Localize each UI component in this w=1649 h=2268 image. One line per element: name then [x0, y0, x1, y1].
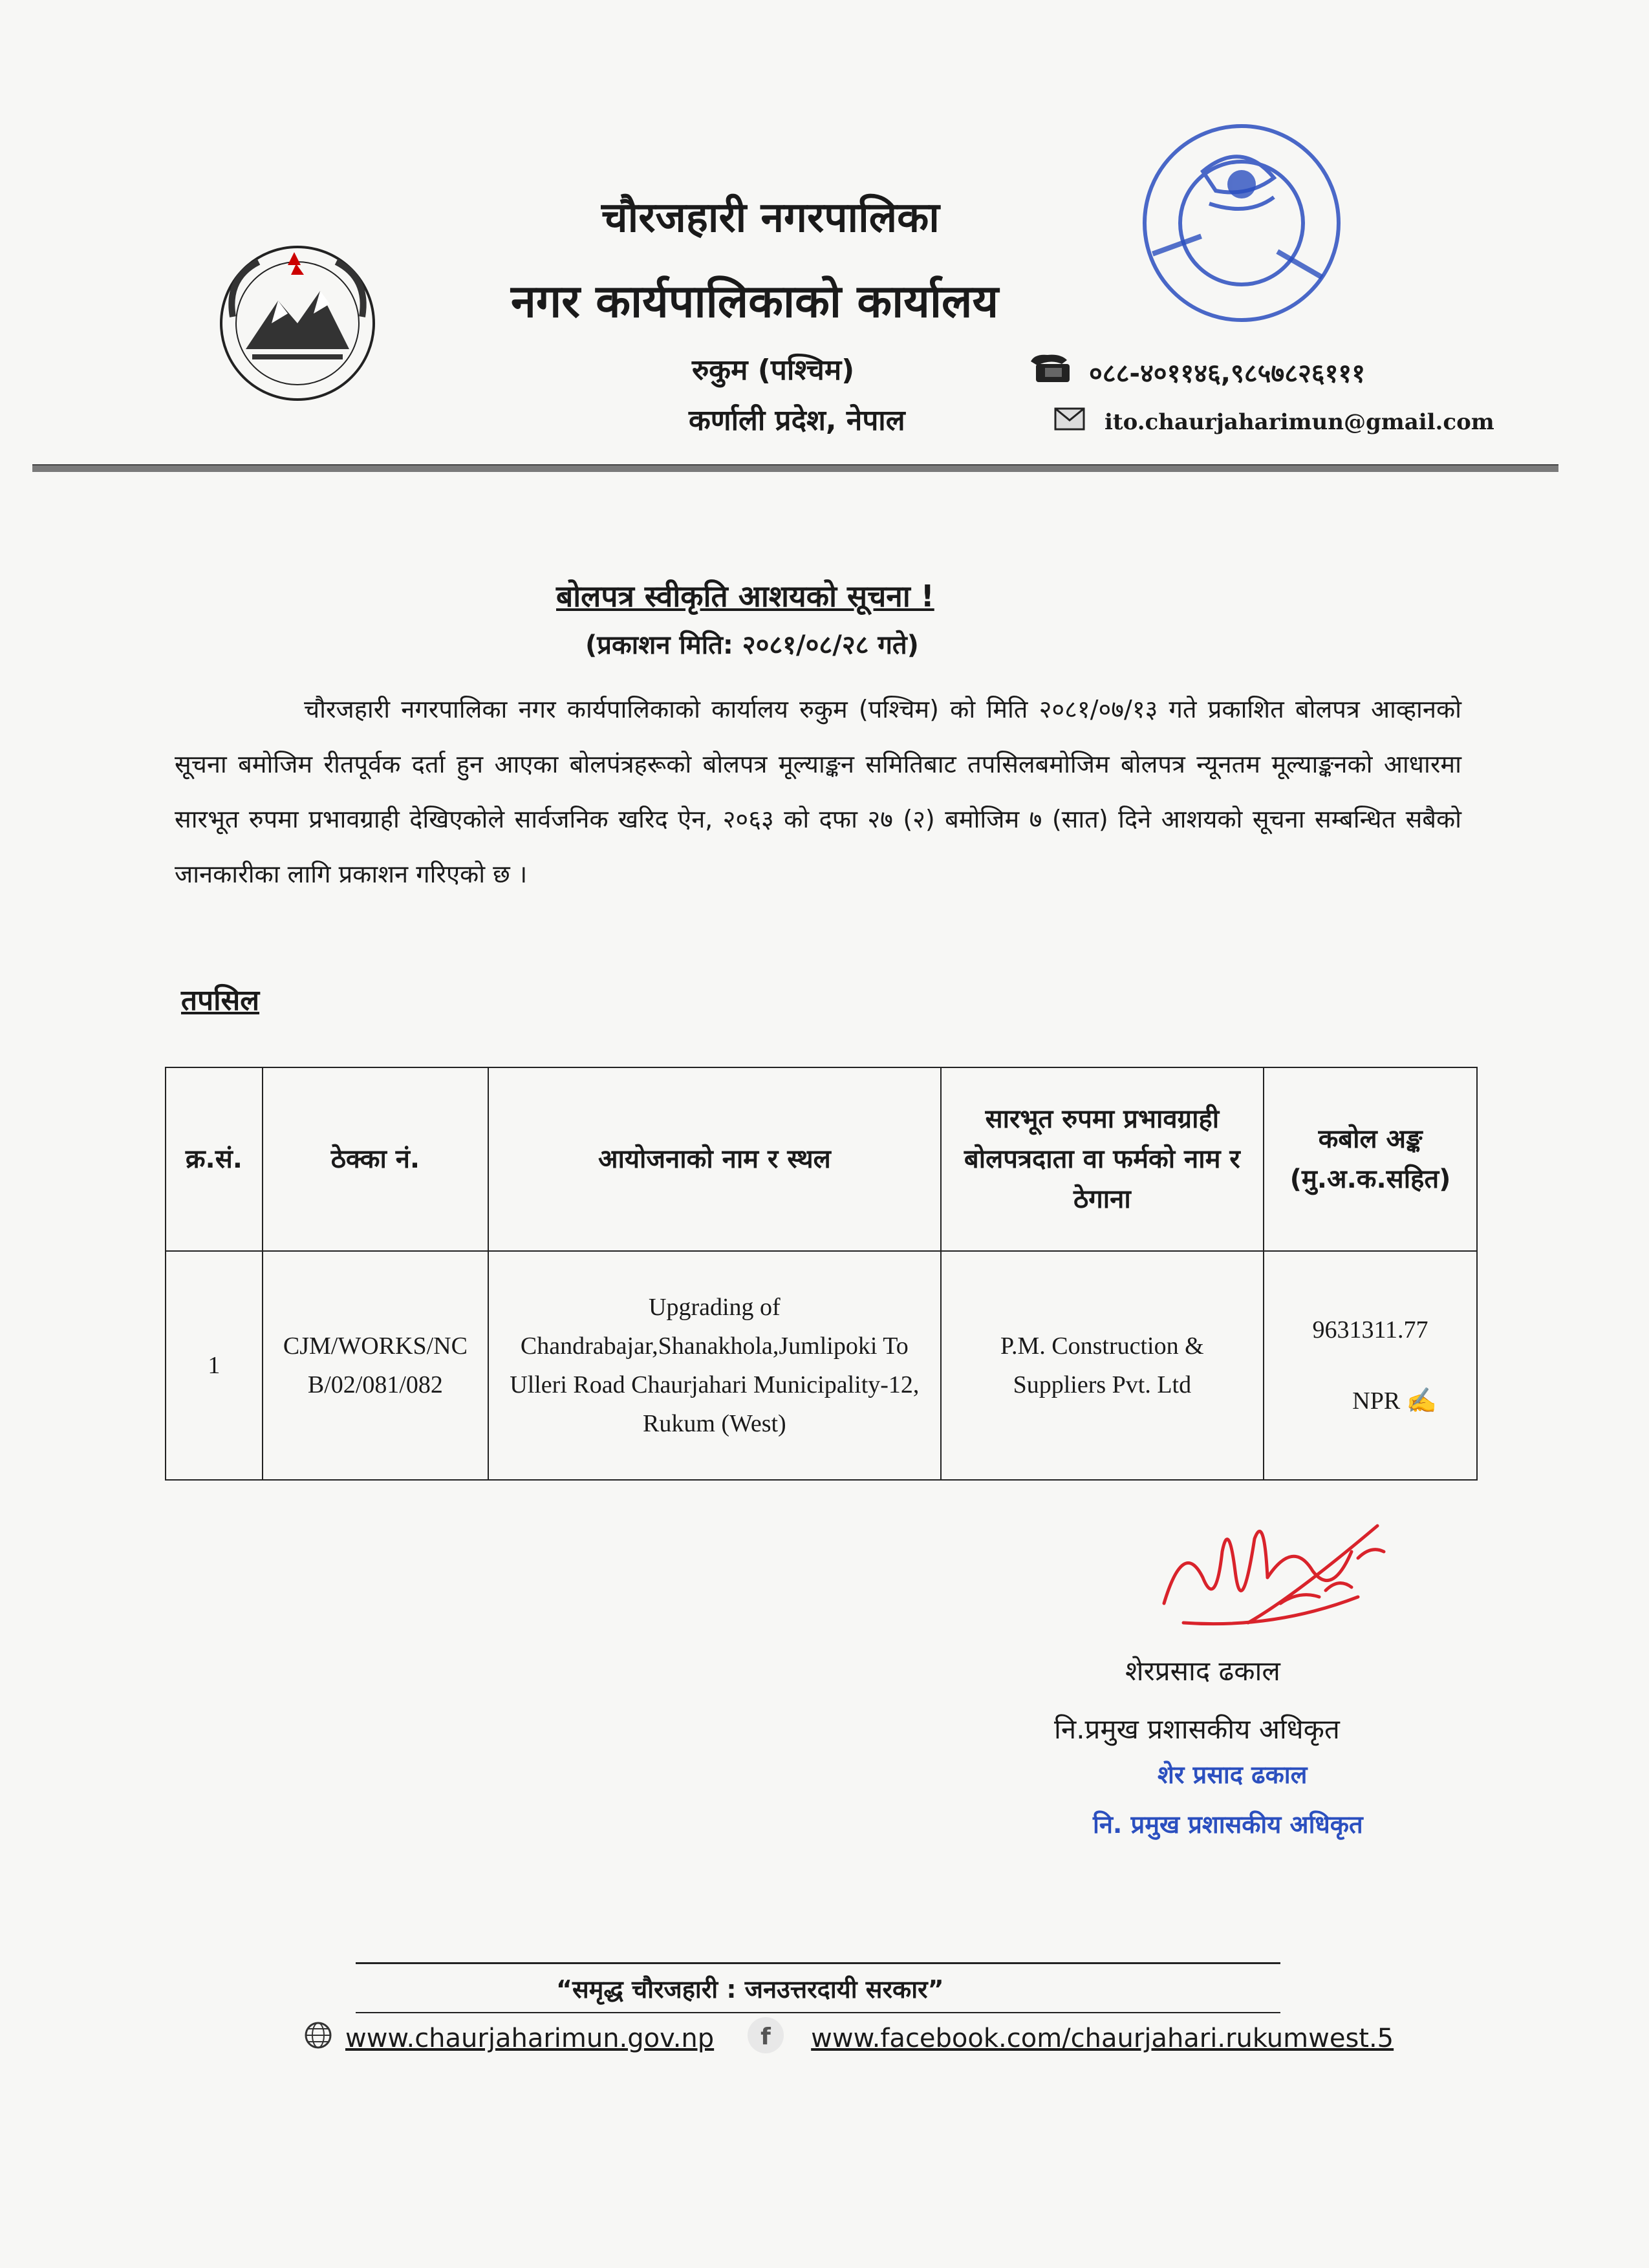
website-link[interactable]: www.chaurjaharimun.gov.np	[345, 2024, 715, 2053]
email-address[interactable]: ito.chaurjaharimun@gmail.com	[1105, 409, 1494, 435]
header-bidder: सारभूत रुपमा प्रभावग्राही बोलपत्रदाता वा फर्मको नाम र ठेगाना	[941, 1067, 1264, 1251]
cell-bidder: P.M. Construction & Suppliers Pvt. Ltd	[941, 1251, 1264, 1480]
phone-number: ०८८-४०११४६,९८५७८२६१११	[1089, 358, 1365, 389]
notice-heading: बोलपत्र स्वीकृति आशयको सूचना !	[556, 579, 934, 614]
header-project: आयोजनाको नाम र स्थल	[488, 1067, 941, 1251]
email-icon	[1054, 407, 1085, 436]
phone-contact	[1028, 352, 1365, 391]
municipality-name: चौरजहारी नगरपालिका	[601, 194, 940, 242]
footer-links	[304, 2016, 1394, 2061]
facebook-icon	[746, 2016, 785, 2061]
cell-project: Upgrading of Chandrabajar,Shanakhola,Jumlipoki To Ulleri Road Chaurjahari Municipality-12, Rukum (West)	[488, 1251, 941, 1480]
amount-currency	[1265, 1382, 1476, 1420]
signatory-designation: नि.प्रमुख प्रशासकीय अधिकृत	[1054, 1713, 1340, 1745]
header-divider	[32, 464, 1558, 472]
header-contract-no: ठेक्का नं.	[263, 1067, 488, 1251]
email-contact	[1054, 407, 1494, 436]
bid-table	[165, 1067, 1478, 1481]
signatory-name: शेरप्रसाद ढकाल	[1125, 1655, 1280, 1687]
footer-divider-bottom	[356, 2012, 1280, 2013]
cell-contract-no: CJM/WORKS/NCB/02/081/082	[263, 1251, 488, 1480]
cell-sn: 1	[166, 1251, 263, 1480]
footer-divider-top	[356, 1962, 1280, 1964]
table-header-row	[166, 1067, 1477, 1251]
publication-date: (प्रकाशन मिति: २०८१/०८/२८ गते)	[585, 630, 919, 660]
header-sn: क्र.सं.	[166, 1067, 263, 1251]
currency-label: NPR	[1352, 1387, 1401, 1415]
district-name: रुकुम (पश्चिम)	[692, 354, 855, 387]
nepal-emblem-icon	[213, 239, 382, 407]
header-amount: कबोल अङ्क (मु.अ.क.सहित)	[1264, 1067, 1477, 1251]
province-name: कर्णाली प्रदेश, नेपाल	[689, 404, 905, 437]
globe-icon	[304, 2021, 332, 2056]
telephone-icon	[1028, 352, 1073, 391]
office-name: नगर कार्यपालिकाको कार्यालय	[511, 275, 999, 328]
stamp-designation: नि. प्रमुख प्रशासकीय अधिकृत	[1093, 1810, 1363, 1839]
facebook-link[interactable]: www.facebook.com/chaurjahari.rukumwest.5	[811, 2024, 1394, 2053]
notice-body: चौरजहारी नगरपालिका नगर कार्यपालिकाको कार्यालय रुकुम (पश्चिम) को मिति २०८१/०७/१३ गते प्रकाशित बोलपत्र आव्हानको सूचना बमोजिम रीतपूर्वक दर्ता हुन आएका बोलपंत्रहरूको बोलपत्र मूल्याङ्कन समितिबाट तपसिलबमोजिम बोलपत्र न्यूनतम मूल्याङ्कनको आधारमा सारभूत रुपमा प्रभावग्राही देखिएकोले सार्वजनिक खरिद ऐन, २०६३ को दफा २७ (२) बमोजिम ७ (सात) दिने आशयको सूचना सम्बन्धित सबैको जानकारीका लागि प्रकाशन गरिएको छ ।	[175, 695, 1461, 888]
signature-icon	[1145, 1500, 1403, 1649]
amount-value: 9631311.77	[1312, 1316, 1428, 1343]
municipality-seal-icon	[1112, 113, 1358, 333]
table-row	[166, 1251, 1477, 1480]
footer-slogan: “समृद्ध चौरजहारी : जनउत्तरदायी सरकार”	[556, 1975, 944, 2004]
stamp-name: शेर प्रसाद ढकाल	[1158, 1760, 1308, 1789]
svg-text:f: f	[760, 2024, 771, 2050]
initial-mark-icon: ✍	[1406, 1387, 1437, 1415]
schedule-label: तपसिल	[181, 984, 260, 1017]
cell-amount	[1264, 1251, 1477, 1480]
